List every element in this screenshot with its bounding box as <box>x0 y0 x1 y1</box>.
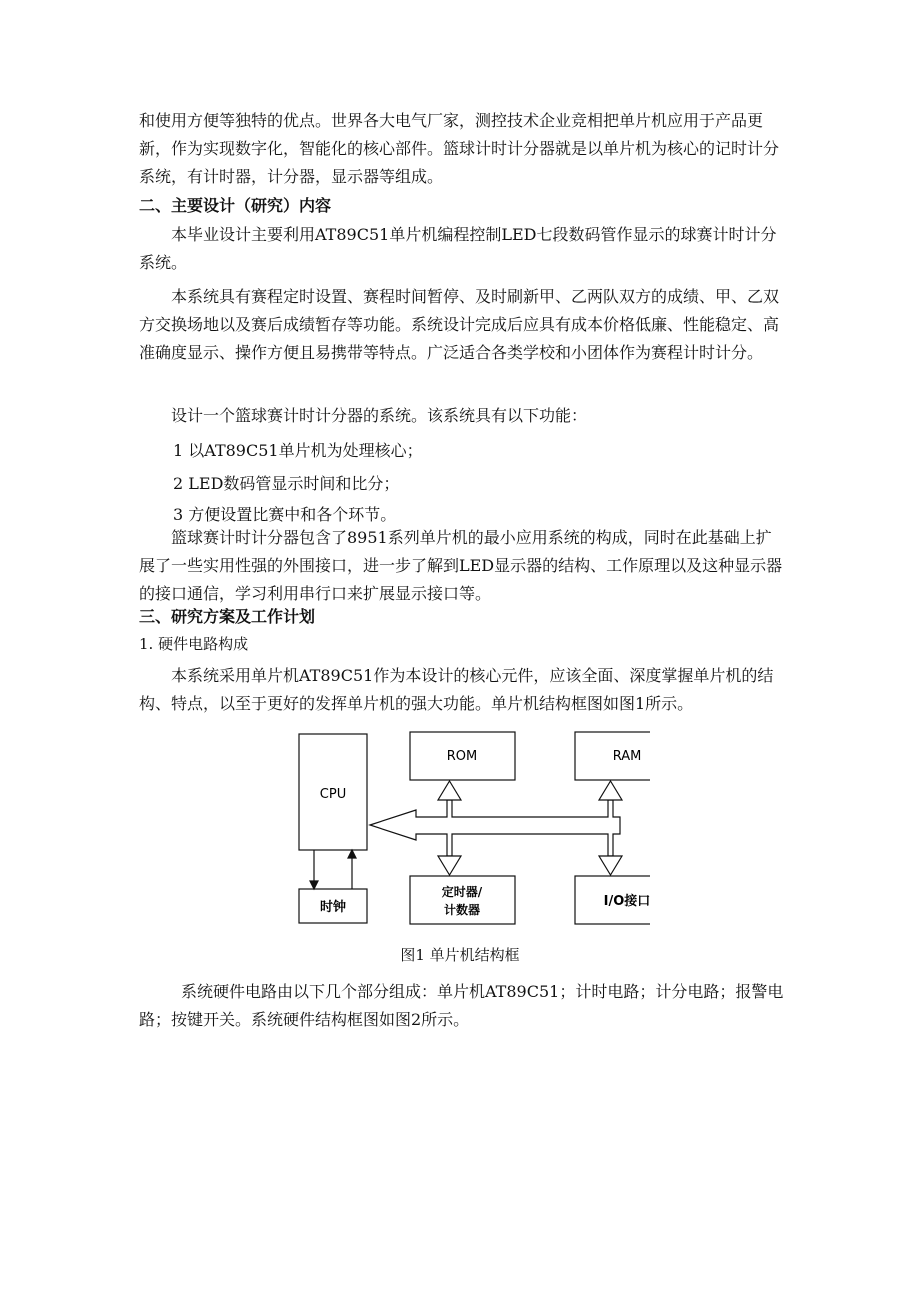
cpu-label: CPU <box>319 787 347 802</box>
section2-paragraph-3: 设计一个篮球赛计时计分器的系统。该系统具有以下功能： <box>171 406 588 425</box>
mcu-block-diagram <box>290 724 650 934</box>
system-bus <box>370 781 622 875</box>
clock-label: 时钟 <box>319 900 347 915</box>
timer-label-line2: 计数器 <box>443 903 481 917</box>
function-item-2: 2 LED数码管显示时间和比分； <box>173 474 400 493</box>
section3-paragraph-1: 本系统采用单片机AT89C51作为本设计的核心元件，应该全面、深度掌握单片机的结构、特点，以至于更好的发挥单片机的强大功能。单片机结构框图如图1所示。 <box>139 666 774 713</box>
intro-paragraph: 和使用方便等独特的优点。世界各大电气厂家，测控技术企业竞相把单片机应用于产品更新，作为实现数字化，智能化的核心部件。篮球计时计分器就是以单片机为核心的记时计分系统，有计时器，计分器，显示器等组成。 <box>139 111 780 186</box>
section3-paragraph-2: 系统硬件电路由以下几个部分组成：单片机AT89C51；计时电路；计分电路；报警电路；按键开关。系统硬件结构框图如图2所示。 <box>139 982 784 1029</box>
timer-label-line1: 定时器/ <box>441 885 483 899</box>
section2-paragraph-2: 本系统具有赛程定时设置、赛程时间暂停、及时刷新甲、乙两队双方的成绩、甲、乙双方交换场地以及赛后成绩暂存等功能。系统设计完成后应具有成本价格低廉、性能稳定、高准确度显示、操作方便且易携带等特点。广泛适合各类学校和小团体作为赛程计时计分。 <box>139 287 780 362</box>
io-label: I/O接口 <box>603 894 650 909</box>
section3-heading: 三、研究方案及工作计划 <box>139 607 316 626</box>
subsection-hardware: 1. 硬件电路构成 <box>139 635 249 653</box>
section2-paragraph-1: 本毕业设计主要利用AT89C51单片机编程控制LED七段数码管作显示的球赛计时计分系统。 <box>139 225 777 272</box>
ram-label: RAM <box>612 749 642 764</box>
section2-heading: 二、主要设计（研究）内容 <box>139 196 332 215</box>
function-item-1: 1 以AT89C51单片机为处理核心； <box>173 441 423 460</box>
rom-label: ROM <box>446 749 478 764</box>
function-item-3: 3 方便设置比赛中和各个环节。 <box>173 505 397 524</box>
figure-caption: 图1 单片机结构框 <box>400 946 520 964</box>
section2-paragraph-4: 篮球赛计时计分器包含了8951系列单片机的最小应用系统的构成，同时在此基础上扩展了一些实用性强的外围接口，进一步了解到LED显示器的结构、工作原理以及这种显示器的接口通信，学习利用串行口来扩展显示接口等。 <box>139 528 783 603</box>
